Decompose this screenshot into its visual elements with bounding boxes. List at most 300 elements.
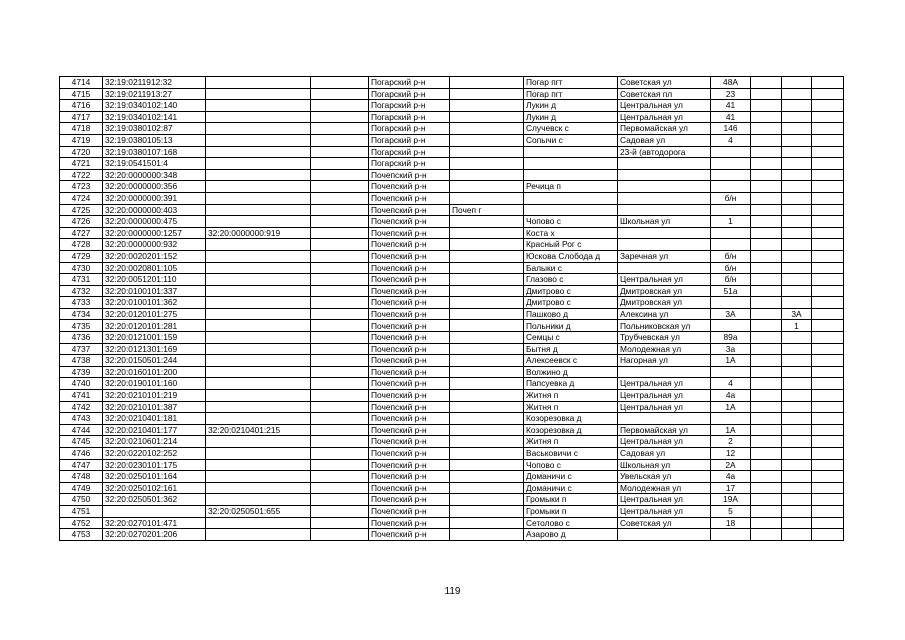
cell-apartment (812, 100, 844, 112)
cell-settlement: Дмитрово с (524, 285, 618, 297)
cell-city (450, 471, 524, 483)
cell-district: Почепский р-н (369, 424, 450, 436)
cell-city (450, 192, 524, 204)
cell-street: Центральная ул (618, 401, 711, 413)
cell-row-number: 4742 (60, 401, 103, 413)
cell-district: Почепский р-н (369, 390, 450, 402)
cell-structure (782, 181, 812, 193)
cell-settlement: Сетолово с (524, 517, 618, 529)
cell-district: Почепский р-н (369, 250, 450, 262)
cell-settlement: Сопычи с (524, 134, 618, 146)
cell-street: Центральная ул (618, 111, 711, 123)
cell-settlement: Речица п (524, 181, 618, 193)
cell-building (751, 529, 782, 541)
cell-street (618, 181, 711, 193)
cell-city (450, 436, 524, 448)
cell-related-cadastral-number: 32:20:0000000:919 (206, 227, 311, 239)
cell-city (450, 100, 524, 112)
cell-cadastral-number: 32:20:0121001:159 (103, 332, 206, 344)
table-row (60, 366, 844, 378)
cell-structure (782, 517, 812, 529)
cell-row-number: 4736 (60, 332, 103, 344)
cell-street: 23-й (автодорога (618, 146, 711, 158)
cell-related-cadastral-number (206, 378, 311, 390)
table-row (60, 355, 844, 367)
cell-district: Почепский р-н (369, 227, 450, 239)
registry-table (59, 76, 844, 541)
cell-street: Школьная ул (618, 216, 711, 228)
cell-structure: 1 (782, 320, 812, 332)
cell-cadastral-number: 32:20:0000000:1257 (103, 227, 206, 239)
cell-related-cadastral-number (206, 436, 311, 448)
cell-structure (782, 262, 812, 274)
cell-cadastral-number: 32:19:0340102:140 (103, 100, 206, 112)
cell-city (450, 181, 524, 193)
cell-street (618, 366, 711, 378)
cell-cadastral-number: 32:20:0051201:110 (103, 274, 206, 286)
cell-extra-info (311, 413, 369, 425)
cell-building (751, 77, 782, 89)
cell-extra-info (311, 471, 369, 483)
cell-structure (782, 227, 812, 239)
table-row (60, 505, 844, 517)
table-row (60, 332, 844, 344)
cell-city (450, 111, 524, 123)
cell-structure (782, 274, 812, 286)
table-row (60, 494, 844, 506)
cell-house-number (711, 529, 751, 541)
cell-row-number: 4748 (60, 471, 103, 483)
cell-row-number: 4729 (60, 250, 103, 262)
cell-street: Первомайская ул (618, 424, 711, 436)
cell-cadastral-number: 32:20:0000000:348 (103, 169, 206, 181)
cell-apartment (812, 529, 844, 541)
cell-apartment (812, 436, 844, 448)
table-row (60, 262, 844, 274)
cell-apartment (812, 459, 844, 471)
cell-cadastral-number: 32:20:0020801:105 (103, 262, 206, 274)
cell-building (751, 482, 782, 494)
page-number: 119 (444, 586, 461, 597)
cell-apartment (812, 343, 844, 355)
cell-structure (782, 123, 812, 135)
table-row (60, 413, 844, 425)
cell-house-number: 89а (711, 332, 751, 344)
cell-row-number: 4722 (60, 169, 103, 181)
cell-street: Нагорная ул (618, 355, 711, 367)
cell-structure (782, 401, 812, 413)
cell-apartment (812, 320, 844, 332)
cell-building (751, 390, 782, 402)
cell-extra-info (311, 274, 369, 286)
cell-building (751, 413, 782, 425)
table-row (60, 320, 844, 332)
cell-district: Погарский р-н (369, 123, 450, 135)
cell-row-number: 4714 (60, 77, 103, 89)
cell-district: Почепский р-н (369, 355, 450, 367)
cell-house-number: 146 (711, 123, 751, 135)
cell-district: Почепский р-н (369, 320, 450, 332)
cell-cadastral-number: 32:20:0120101:275 (103, 308, 206, 320)
cell-street: Центральная ул (618, 494, 711, 506)
cell-district: Почепский р-н (369, 529, 450, 541)
cell-house-number: б/н (711, 192, 751, 204)
table-row (60, 424, 844, 436)
cell-apartment (812, 111, 844, 123)
cell-row-number: 4735 (60, 320, 103, 332)
cell-cadastral-number: 32:20:0210601:214 (103, 436, 206, 448)
cell-row-number: 4725 (60, 204, 103, 216)
cell-building (751, 366, 782, 378)
cell-district: Почепский р-н (369, 436, 450, 448)
cell-settlement: Случевск с (524, 123, 618, 135)
table-row (60, 100, 844, 112)
table-row (60, 123, 844, 135)
cell-settlement (524, 158, 618, 170)
cell-street: Садовая ул (618, 134, 711, 146)
cell-settlement: Красный Рог с (524, 239, 618, 251)
cell-related-cadastral-number (206, 320, 311, 332)
cell-row-number: 4716 (60, 100, 103, 112)
cell-cadastral-number: 32:19:0541501:4 (103, 158, 206, 170)
cell-city (450, 529, 524, 541)
cell-street (618, 413, 711, 425)
table-row (60, 181, 844, 193)
cell-house-number: 3а (711, 343, 751, 355)
cell-apartment (812, 297, 844, 309)
cell-building (751, 517, 782, 529)
cell-extra-info (311, 169, 369, 181)
cell-street: Центральная ул (618, 100, 711, 112)
cell-city (450, 77, 524, 89)
table-row (60, 227, 844, 239)
cell-extra-info (311, 134, 369, 146)
cell-cadastral-number: 32:20:0230101:175 (103, 459, 206, 471)
cell-row-number: 4731 (60, 274, 103, 286)
cell-structure (782, 158, 812, 170)
cell-house-number: 1 (711, 216, 751, 228)
cell-cadastral-number: 32:20:0210401:177 (103, 424, 206, 436)
cell-row-number: 4747 (60, 459, 103, 471)
cell-district: Почепский р-н (369, 239, 450, 251)
cell-apartment (812, 134, 844, 146)
cell-row-number: 4746 (60, 448, 103, 460)
cell-row-number: 4743 (60, 413, 103, 425)
cell-house-number: 3А (711, 308, 751, 320)
cell-structure (782, 355, 812, 367)
cell-street: Советская ул (618, 517, 711, 529)
cell-structure: 3А (782, 308, 812, 320)
cell-settlement: Азарово д (524, 529, 618, 541)
cell-settlement: Чопово с (524, 216, 618, 228)
cell-related-cadastral-number (206, 250, 311, 262)
cell-house-number: 41 (711, 111, 751, 123)
cell-settlement: Погар пгт (524, 88, 618, 100)
cell-extra-info (311, 100, 369, 112)
cell-house-number: 2А (711, 459, 751, 471)
cell-building (751, 297, 782, 309)
cell-house-number (711, 169, 751, 181)
cell-district: Почепский р-н (369, 204, 450, 216)
cell-structure (782, 204, 812, 216)
cell-row-number: 4753 (60, 529, 103, 541)
cell-building (751, 494, 782, 506)
cell-settlement (524, 204, 618, 216)
cell-street: Советская ул (618, 77, 711, 89)
cell-street (618, 529, 711, 541)
cell-row-number: 4733 (60, 297, 103, 309)
cell-street: Центральная ул (618, 378, 711, 390)
cell-apartment (812, 146, 844, 158)
cell-settlement: Громыки п (524, 494, 618, 506)
cell-apartment (812, 378, 844, 390)
cell-city (450, 146, 524, 158)
cell-related-cadastral-number (206, 239, 311, 251)
cell-cadastral-number: 32:20:0190101:160 (103, 378, 206, 390)
cell-building (751, 111, 782, 123)
cell-settlement: Громыки п (524, 505, 618, 517)
cell-settlement: Юскова Слобода д (524, 250, 618, 262)
cell-city (450, 332, 524, 344)
cell-building (751, 285, 782, 297)
cell-city (450, 482, 524, 494)
cell-district: Почепский р-н (369, 285, 450, 297)
cell-cadastral-number: 32:20:0160101:200 (103, 366, 206, 378)
cell-settlement: Польники д (524, 320, 618, 332)
cell-building (751, 401, 782, 413)
cell-structure (782, 366, 812, 378)
cell-row-number: 4724 (60, 192, 103, 204)
table-row (60, 250, 844, 262)
cell-extra-info (311, 146, 369, 158)
cell-city (450, 308, 524, 320)
cell-city (450, 505, 524, 517)
table-row (60, 169, 844, 181)
cell-district: Почепский р-н (369, 378, 450, 390)
cell-building (751, 308, 782, 320)
cell-row-number: 4745 (60, 436, 103, 448)
cell-extra-info (311, 343, 369, 355)
cell-apartment (812, 413, 844, 425)
cell-extra-info (311, 111, 369, 123)
cell-apartment (812, 192, 844, 204)
cell-house-number: 1А (711, 424, 751, 436)
cell-extra-info (311, 390, 369, 402)
cell-row-number: 4749 (60, 482, 103, 494)
cell-building (751, 448, 782, 460)
cell-related-cadastral-number (206, 285, 311, 297)
cell-street: Школьная ул (618, 459, 711, 471)
cell-building (751, 146, 782, 158)
table-row (60, 158, 844, 170)
cell-apartment (812, 332, 844, 344)
cell-structure (782, 413, 812, 425)
cell-structure (782, 343, 812, 355)
cell-building (751, 378, 782, 390)
cell-structure (782, 111, 812, 123)
table-row (60, 401, 844, 413)
cell-settlement: Глазово с (524, 274, 618, 286)
cell-cadastral-number (103, 505, 206, 517)
cell-extra-info (311, 505, 369, 517)
cell-structure (782, 390, 812, 402)
cell-district: Почепский р-н (369, 517, 450, 529)
cell-extra-info (311, 227, 369, 239)
cell-settlement: Житня п (524, 401, 618, 413)
cell-street (618, 158, 711, 170)
cell-related-cadastral-number (206, 529, 311, 541)
table-row (60, 192, 844, 204)
cell-city (450, 448, 524, 460)
cell-settlement: Чопово с (524, 459, 618, 471)
cell-house-number (711, 146, 751, 158)
cell-cadastral-number: 32:20:0000000:475 (103, 216, 206, 228)
cell-apartment (812, 448, 844, 460)
cell-house-number: 4а (711, 390, 751, 402)
cell-city (450, 320, 524, 332)
cell-district: Почепский р-н (369, 308, 450, 320)
cell-city (450, 297, 524, 309)
cell-street: Алексина ул (618, 308, 711, 320)
table-row (60, 216, 844, 228)
cell-cadastral-number: 32:20:0270201:206 (103, 529, 206, 541)
cell-cadastral-number: 32:20:0100101:337 (103, 285, 206, 297)
cell-district: Почепский р-н (369, 494, 450, 506)
cell-structure (782, 134, 812, 146)
cell-street: Садовая ул (618, 448, 711, 460)
cell-building (751, 424, 782, 436)
cell-cadastral-number: 32:20:0210101:219 (103, 390, 206, 402)
cell-house-number: 1А (711, 401, 751, 413)
cell-structure (782, 169, 812, 181)
cell-apartment (812, 494, 844, 506)
cell-city (450, 134, 524, 146)
cell-settlement: Погар пгт (524, 77, 618, 89)
table-row (60, 274, 844, 286)
cell-apartment (812, 366, 844, 378)
cell-city (450, 390, 524, 402)
cell-street: Увельская ул (618, 471, 711, 483)
cell-related-cadastral-number (206, 471, 311, 483)
cell-settlement: Лукин д (524, 111, 618, 123)
cell-cadastral-number: 32:20:0121301:169 (103, 343, 206, 355)
cell-house-number: 17 (711, 482, 751, 494)
cell-settlement (524, 192, 618, 204)
cell-row-number: 4723 (60, 181, 103, 193)
cell-structure (782, 436, 812, 448)
cell-building (751, 355, 782, 367)
cell-row-number: 4715 (60, 88, 103, 100)
cell-apartment (812, 216, 844, 228)
cell-apartment (812, 517, 844, 529)
cell-settlement: Бытня д (524, 343, 618, 355)
cell-building (751, 100, 782, 112)
cell-cadastral-number: 32:20:0250101:164 (103, 471, 206, 483)
cell-street: Центральная ул (618, 274, 711, 286)
cell-street (618, 239, 711, 251)
cell-street (618, 262, 711, 274)
cell-city (450, 239, 524, 251)
cell-city (450, 250, 524, 262)
cell-structure (782, 250, 812, 262)
cell-settlement: Папсуевка д (524, 378, 618, 390)
cell-cadastral-number: 32:20:0250102:161 (103, 482, 206, 494)
cell-extra-info (311, 436, 369, 448)
cell-related-cadastral-number (206, 355, 311, 367)
cell-district: Почепский р-н (369, 459, 450, 471)
cell-structure (782, 239, 812, 251)
cell-related-cadastral-number (206, 216, 311, 228)
cell-district: Почепский р-н (369, 471, 450, 483)
cell-building (751, 227, 782, 239)
cell-row-number: 4741 (60, 390, 103, 402)
cell-street: Дмитровская ул (618, 297, 711, 309)
cell-related-cadastral-number (206, 274, 311, 286)
cell-structure (782, 378, 812, 390)
cell-district: Почепский р-н (369, 413, 450, 425)
table-row (60, 390, 844, 402)
cell-district: Погарский р-н (369, 88, 450, 100)
cell-building (751, 262, 782, 274)
cell-related-cadastral-number (206, 366, 311, 378)
cell-related-cadastral-number (206, 158, 311, 170)
cell-district: Погарский р-н (369, 134, 450, 146)
cell-row-number: 4740 (60, 378, 103, 390)
cell-extra-info (311, 448, 369, 460)
cell-related-cadastral-number (206, 181, 311, 193)
cell-extra-info (311, 285, 369, 297)
cell-settlement: Семцы с (524, 332, 618, 344)
cell-cadastral-number: 32:20:0150501:244 (103, 355, 206, 367)
cell-street: Первомайская ул (618, 123, 711, 135)
cell-related-cadastral-number (206, 204, 311, 216)
table-row (60, 297, 844, 309)
cell-related-cadastral-number (206, 308, 311, 320)
cell-extra-info (311, 204, 369, 216)
cell-district: Почепский р-н (369, 262, 450, 274)
cell-related-cadastral-number (206, 517, 311, 529)
cell-related-cadastral-number (206, 332, 311, 344)
cell-apartment (812, 390, 844, 402)
cell-extra-info (311, 459, 369, 471)
cell-house-number: б/н (711, 262, 751, 274)
cell-row-number: 4744 (60, 424, 103, 436)
cell-structure (782, 77, 812, 89)
cell-house-number: 2 (711, 436, 751, 448)
cell-structure (782, 192, 812, 204)
cell-street (618, 169, 711, 181)
cell-related-cadastral-number (206, 390, 311, 402)
cell-related-cadastral-number (206, 192, 311, 204)
cell-street: Молодежная ул (618, 482, 711, 494)
cell-extra-info (311, 529, 369, 541)
cell-house-number: 4а (711, 471, 751, 483)
cell-extra-info (311, 262, 369, 274)
cell-structure (782, 505, 812, 517)
cell-row-number: 4728 (60, 239, 103, 251)
cell-settlement: Козорезовка д (524, 413, 618, 425)
cell-structure (782, 482, 812, 494)
cell-extra-info (311, 482, 369, 494)
cell-extra-info (311, 77, 369, 89)
cell-district: Почепский р-н (369, 401, 450, 413)
cell-apartment (812, 482, 844, 494)
cell-apartment (812, 169, 844, 181)
cell-structure (782, 285, 812, 297)
cell-row-number: 4737 (60, 343, 103, 355)
cell-apartment (812, 77, 844, 89)
cell-city (450, 123, 524, 135)
